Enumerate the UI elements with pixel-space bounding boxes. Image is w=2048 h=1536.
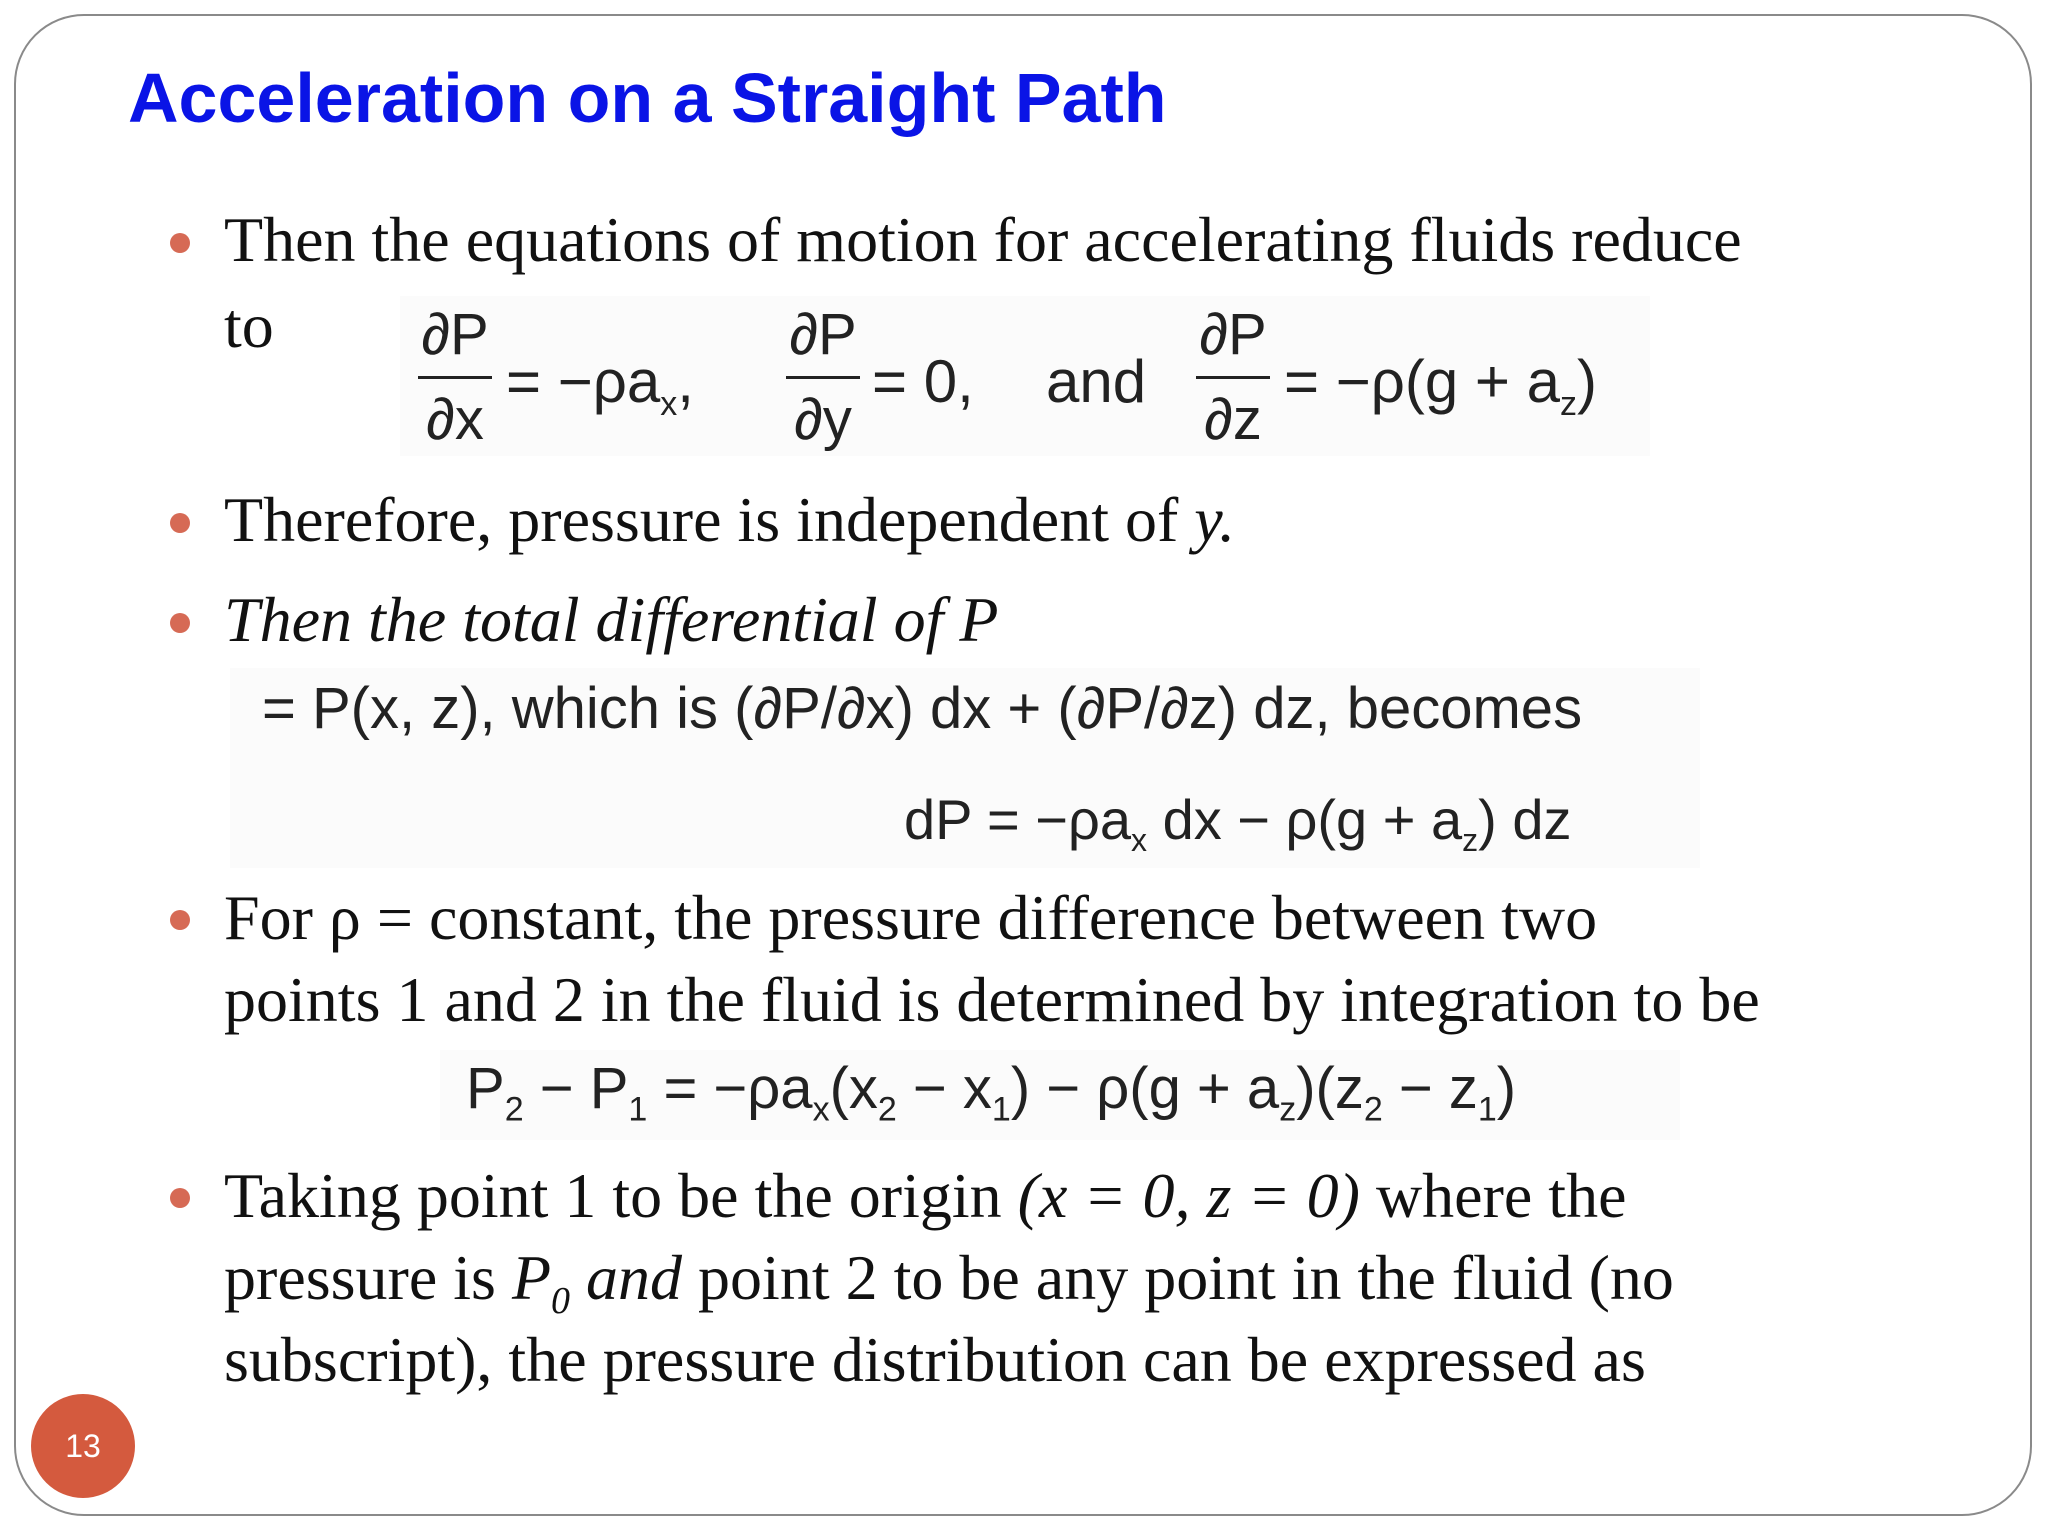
page-number-badge: 13 (31, 1394, 135, 1498)
bullet-dot (170, 613, 190, 633)
fraction-numerator: ∂P (1199, 302, 1267, 367)
text-part: where the (1359, 1160, 1627, 1231)
bullet-5-line-3: subscript), the pressure distribution can be expressed as (224, 1324, 1646, 1395)
dp-part: ) dz (1478, 788, 1572, 851)
eq-part: )(z (1296, 1056, 1364, 1121)
fraction-bar (786, 376, 860, 379)
bullet-dot (170, 1188, 190, 1208)
equation-y-rhs: = 0, (872, 348, 974, 415)
text-part: pressure is (224, 1242, 512, 1313)
equation-z-rhs-text: = −ρ(g + a (1284, 348, 1560, 415)
equation-x-rhs-text: = −ρa (506, 348, 661, 415)
bullet-4-line-2: points 1 and 2 in the fluid is determined by integration to be (224, 964, 1760, 1035)
fraction-dp-dy (786, 302, 860, 452)
text-and: and (570, 1242, 683, 1313)
bullet-4-line-1: For ρ = constant, the pressure difference between two (224, 882, 1598, 953)
bullet-2 (224, 484, 1236, 555)
subscript: 2 (504, 1090, 524, 1129)
bullet-dot (170, 910, 190, 930)
fraction-bar (418, 376, 492, 379)
origin-coordinates: (x = 0, z = 0) (1017, 1160, 1360, 1231)
text-part: point 2 to be any point in the fluid (no (682, 1242, 1674, 1313)
fraction-dp-dz (1196, 302, 1270, 452)
subscript-x: x (1131, 822, 1148, 859)
eq-part: ) − ρ(g + a (1010, 1056, 1280, 1121)
bullet-2-text: Therefore, pressure is independent of (224, 484, 1179, 555)
subscript-z: z (1559, 385, 1577, 423)
paren-close: ) (1576, 348, 1597, 415)
differential-line: = P(x, z), which is (∂P/∂x) dx + (∂P/∂z) dz, becomes (262, 676, 1583, 741)
eq-part: − z (1382, 1056, 1478, 1121)
subscript: 1 (991, 1090, 1011, 1129)
subscript: 1 (628, 1090, 648, 1129)
subscript-z: z (1462, 822, 1479, 859)
fraction-numerator: ∂P (789, 302, 857, 367)
subscript-zero: 0 (551, 1279, 571, 1322)
bullet-dot (170, 513, 190, 533)
fraction-denominator: ∂x (426, 387, 484, 452)
pressure-difference-equation (466, 1056, 1517, 1129)
eq-part: − x (896, 1056, 992, 1121)
equation-x-rhs (506, 348, 694, 423)
fraction-bar (1196, 376, 1270, 379)
bullet-1-line-1: Then the equations of motion for accelerating fluids reduce (224, 204, 1742, 275)
and-word: and (1046, 348, 1147, 415)
subscript: 1 (1477, 1090, 1497, 1129)
bullet-1-line-2: to (224, 290, 274, 361)
text-part: Taking point 1 to be the origin (224, 1160, 1018, 1231)
fraction-numerator: ∂P (421, 302, 489, 367)
subscript: z (1279, 1090, 1297, 1129)
comma: , (677, 348, 694, 415)
dp-part: dP = −ρa (904, 788, 1132, 851)
variable-y: y. (1194, 484, 1236, 555)
subscript: 2 (877, 1090, 897, 1129)
fraction-dp-dx (418, 302, 492, 452)
fraction-denominator: ∂z (1204, 387, 1262, 452)
eq-part: = −ρa (647, 1056, 813, 1121)
bullet-5-line-2 (224, 1242, 1674, 1322)
slide-title: Acceleration on a Straight Path (128, 59, 1167, 137)
variable-p: P (511, 1242, 552, 1313)
fraction-denominator: ∂y (794, 387, 852, 452)
subscript-x: x (660, 385, 678, 423)
eq-part: P (466, 1056, 505, 1121)
subscript: 2 (1363, 1090, 1383, 1129)
eq-part: − P (523, 1056, 629, 1121)
bullet-3: Then the total differential of P (224, 584, 999, 655)
eq-part: ) (1496, 1056, 1517, 1121)
dp-equation (904, 788, 1572, 859)
subscript: x (812, 1090, 830, 1129)
bullet-dot (170, 233, 190, 253)
dp-part: dx − ρ(g + a (1147, 788, 1463, 851)
eq-part: (x (829, 1056, 878, 1121)
bullet-5-line-1 (224, 1160, 1627, 1231)
equation-z-rhs (1284, 348, 1597, 423)
